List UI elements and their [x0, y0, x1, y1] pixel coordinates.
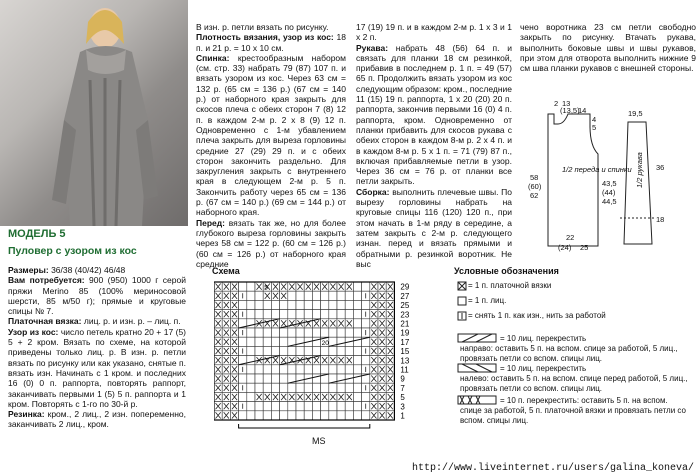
model-subtitle: Пуловер с узором из кос [8, 245, 137, 257]
chart-cell [304, 291, 312, 300]
chart-cell [255, 337, 263, 346]
dim-19-5: 19,5 [628, 109, 643, 118]
chart-cell [288, 383, 296, 392]
chart-cell [296, 411, 304, 420]
chart-cell [263, 365, 271, 374]
chart-cell [353, 291, 361, 300]
chart-cell [353, 392, 361, 401]
chart-cell [362, 319, 370, 328]
chart-cell [296, 300, 304, 309]
materials-text: 900 (950) 1000 г серой пряжи Merino 85 (100% мериносовой шерсти, 85 м/50 г); прямые и круговые спицы № 7. [8, 275, 186, 317]
chart-cell [362, 411, 370, 420]
chart-cell [247, 282, 255, 291]
chart-cell [255, 365, 263, 374]
chart-cell [337, 365, 345, 374]
chart-cell [321, 402, 329, 411]
dim-22: 22 [566, 233, 575, 242]
chart-cell [337, 374, 345, 383]
dim-44: (44) [602, 188, 616, 197]
chart-cell [353, 365, 361, 374]
rapport-bracket [239, 424, 370, 428]
dim-4: 4 [592, 115, 597, 124]
chart-cell [271, 365, 279, 374]
chart-cell [304, 365, 312, 374]
assembly-heading: Сборка: [356, 186, 390, 197]
chart-cell [255, 411, 263, 420]
chart-cell [329, 402, 337, 411]
row-number: 25 [400, 301, 410, 311]
chart-cell [353, 319, 361, 328]
chart-cell [239, 392, 247, 401]
chart-cell [329, 328, 337, 337]
row-number: 1 [400, 411, 405, 421]
chart-cell [312, 346, 320, 355]
legend-garter: = 1 п. платочной вязки [468, 281, 552, 290]
chart-cell [255, 346, 263, 355]
cable-chart [214, 280, 444, 436]
chart-cell [255, 310, 263, 319]
dim-60: (60) [528, 182, 542, 191]
chart-cell [337, 402, 345, 411]
legend-cross-right-a: = 10 лиц. перекрестить [500, 334, 587, 343]
chart-cell [296, 402, 304, 411]
chart-cell [312, 402, 320, 411]
chart-cell [345, 402, 353, 411]
legend-cross-left-b: налево: оставить 5 п. на вспом. спице перед работой, 5 лиц., провязать петли со вспом. спицы лиц. [460, 374, 688, 393]
row-number: 27 [400, 291, 410, 301]
chart-cell [255, 383, 263, 392]
sizes-heading: Размеры: [8, 265, 49, 275]
chart-cell [329, 310, 337, 319]
chart-cell [247, 365, 255, 374]
chart-cell [312, 365, 320, 374]
neck-continued: 17 (19) 19 п. и в каждом 2-м р. 1 х 3 и 1 х 2 п. [356, 22, 512, 43]
chart-cell [271, 411, 279, 420]
chart-cell [239, 282, 247, 291]
assembly-text: выполнить плечевые швы. По вырезу горловины набрать на круговые спицы 116 (120) 120 п., при этом начать в 1-м ряду в середине, а затем закрыть с 2-м р. следующего изнан. перед и вязать прямыми и обратными р. резинкой воротник. Не выс [356, 186, 512, 269]
garter-heading: Платочная вязка: [8, 316, 82, 327]
dim-24: (24) [558, 243, 572, 252]
row-number: 13 [400, 356, 410, 366]
legend-cross-right-b: направо: оставить 5 п. на вспом. спице за работой, 5 лиц., провязать петли со вспом. спицы лиц. [460, 344, 678, 363]
sleeve-text: набрать 48 (56) 64 п. и связать для планки 18 см резинкой, прибавив в последнем р. 1 п. = 49 (57) 65 п. Продолжить вязать узором из кос следующим образом: кром., последние 11 (15) 19 п. раппорта, 1 х 20 (20) 20 п. раппорта, закончив первыми 16 (0) 4 п. раппорта, кром. Одновременно от планки прибавить для скосов рукава с обеих сторон в каждом 8-м р. 2 х 4 п. и в каждом 8-м р. 5 х 1 п. = 71 (79) 87 п., включая прибавляемые петли в узор. Через 36 см = 76 р. от планки все петли закрыть. [356, 42, 512, 187]
chart-cell [247, 328, 255, 337]
chart-cell [255, 300, 263, 309]
chart-cell [345, 383, 353, 392]
chart-cell [304, 300, 312, 309]
chart-cell [321, 300, 329, 309]
materials-heading: Вам потребуется: [8, 275, 85, 286]
chart-cell [239, 300, 247, 309]
wrong-side-note: В изн. р. петли вязать по рисунку. [196, 22, 329, 32]
chart-cell [255, 402, 263, 411]
chart-cell [337, 383, 345, 392]
sleeve-label: 1/2 рукава [635, 152, 644, 188]
chart-cell [353, 402, 361, 411]
chart-cell [280, 328, 288, 337]
dim-58: 58 [530, 173, 539, 182]
chart-cell [255, 328, 263, 337]
chart-cell [239, 411, 247, 420]
legend-cross-left-a: = 10 лиц. перекрестить [500, 364, 587, 373]
chart-cell [263, 346, 271, 355]
dim-2: 2 [554, 99, 559, 108]
chart-cell [263, 337, 271, 346]
dim-62: 62 [530, 191, 539, 200]
row-number: 15 [400, 347, 410, 357]
dim-13-5: (13,5) [560, 106, 580, 115]
legend-slip: = снять 1 п. как изн., нить за работой [468, 311, 606, 320]
chart-cell [271, 383, 279, 392]
chart-cell [345, 411, 353, 420]
dim-43-5: 43,5 [602, 179, 617, 188]
chart-cell [280, 365, 288, 374]
chart-cell [329, 365, 337, 374]
chart-cell [312, 374, 320, 383]
chart-cell [362, 356, 370, 365]
chart-cell [247, 374, 255, 383]
chart-cell [353, 356, 361, 365]
chart-cell [345, 310, 353, 319]
chart-cell [288, 300, 296, 309]
chart-cell [353, 300, 361, 309]
chart-cell [321, 310, 329, 319]
chart-cell [271, 310, 279, 319]
chart-cell [312, 337, 320, 346]
chart-cell [329, 346, 337, 355]
chart-cell [288, 328, 296, 337]
chart-cell [329, 300, 337, 309]
chart-cell [304, 383, 312, 392]
chart-cell [312, 310, 320, 319]
chart-cell [329, 383, 337, 392]
chart-cell [337, 310, 345, 319]
chart-cell [239, 374, 247, 383]
garter-text: лиц. р. и изн. р. – лиц. п. [81, 316, 181, 327]
dim-25: 25 [580, 243, 589, 252]
chart-cell [362, 392, 370, 401]
woman-figure-image [50, 0, 170, 226]
dim-18: 18 [656, 215, 665, 224]
chart-cell [263, 310, 271, 319]
chart-cell [263, 411, 271, 420]
chart-cell [353, 411, 361, 420]
legend-cross-garter-b: спице за работой, 5 п. платочной вязки и провязать петли со вспом. спицы лиц. [460, 406, 686, 425]
chart-cell [353, 337, 361, 346]
chart-cell [271, 374, 279, 383]
stitch-count-label: 5 [264, 284, 268, 292]
dim-36: 36 [656, 163, 665, 172]
chart-cell [280, 310, 288, 319]
chart-cell [304, 328, 312, 337]
chart-cell [280, 300, 288, 309]
chart-cell [312, 411, 320, 420]
chart-cell [329, 411, 337, 420]
chart-cell [288, 411, 296, 420]
chart-cell [321, 328, 329, 337]
row-number: 21 [400, 319, 410, 329]
chart-cell [337, 328, 345, 337]
chart-cell [296, 383, 304, 392]
chart-cell [304, 411, 312, 420]
chart-cell [263, 328, 271, 337]
chart-cell [353, 383, 361, 392]
collar-text: чено воротника 23 см петли свободно закрыть по рисунку. Втачать рукава, выполнить боковые швы и швы рукавов, при этом для отворота выполнить нижние 9 см шва планки рукавов с внешней стороны. [520, 22, 696, 74]
chart-cell [255, 374, 263, 383]
chart-cell [296, 291, 304, 300]
chart-cell [247, 310, 255, 319]
chart-cell [263, 374, 271, 383]
chart-cell [312, 383, 320, 392]
chart-cell [271, 300, 279, 309]
chart-cell [345, 291, 353, 300]
front-text: вязать так же, но для более глубокого выреза горловины закрыть через 58 см = 122 р. (60 см = 126 р.) (60 см = 126 р.) от наборного края средние [196, 217, 346, 269]
collar-column [520, 22, 696, 73]
chart-cell [263, 383, 271, 392]
chart-cell [321, 383, 329, 392]
chart-cell [288, 402, 296, 411]
row-number: 29 [400, 282, 410, 292]
back-front-outline [548, 114, 598, 246]
chart-cell [263, 402, 271, 411]
cable-heading: Узор из кос: [8, 326, 59, 337]
chart-cell [345, 346, 353, 355]
chart-cell [288, 365, 296, 374]
back-heading: Спинка: [196, 52, 230, 63]
chart-cell [296, 346, 304, 355]
row-number: 7 [400, 383, 405, 393]
chart-cell [329, 291, 337, 300]
dim-13: 13 [562, 99, 571, 108]
chart-cell [304, 346, 312, 355]
model-photo [0, 0, 188, 226]
chart-cell [247, 402, 255, 411]
legend-title: Условные обозначения [454, 266, 559, 276]
chart-cell [312, 291, 320, 300]
gauge-heading: Плотность вязания, узор из кос: [196, 32, 334, 43]
pattern-diagrams [528, 94, 698, 262]
sleeve-heading: Рукава: [356, 42, 389, 53]
chart-cell [247, 383, 255, 392]
chart-cell [312, 328, 320, 337]
row-number: 5 [400, 393, 405, 403]
back-text: крестообразным набором (см. стр. 33) набрать 79 (87) 107 п. и вязать узором из кос. Через 63 см = 132 р. (65 см = 136 р.) (67 см = 140 р.) от наборного края закрыть для скосов плеча с обеих сторон 7 (8) 12 п. в каждом 2-м р. 2 х 8 (9) 12 п. Одновременно с 1-м убавлением плеча закрыть для выреза горловины средние 27 (29) 29 п. и с обеих сторон закончить раздельно. Для закругления закрыть с внутреннего края в следующем 2-м р. 5 п. Закончить работу через 65 см = 136 р. (67 см = 140 р.) (69 см = 144 р.) от наборного края. [196, 52, 346, 218]
chart-cell [271, 346, 279, 355]
source-url[interactable]: http://www.liveinternet.ru/users/galina_koneva/ [411, 463, 694, 474]
chart-cell [255, 291, 263, 300]
chart-cell [362, 282, 370, 291]
chart-cell [247, 319, 255, 328]
chart-cell [247, 291, 255, 300]
chart-cell [247, 392, 255, 401]
row-number: 3 [400, 402, 405, 412]
cable-text: число петель кратно 20 + 17 (5) 5 + 2 кром. Вязать по схеме, на которой приведены только лиц. р. В изн. р. петли вязать по рисунку или как указано, снятые п. вязать изн. Начинать с 1 кром. и последних 16 (0) 0 п. раппорта, повторять раппорт, заканчивать первыми 1 (5) 5 п. раппорта и 1 кром. Повторять с 1-го по 30-й р. [8, 326, 187, 409]
legend-cross-garter-a: = 10 п. перекрестить: оставить 5 п. на вспом. [500, 396, 668, 405]
dim-44-5: 44,5 [602, 197, 617, 206]
chart-cell [271, 337, 279, 346]
chart-cell [337, 291, 345, 300]
chart-cell [239, 337, 247, 346]
chart-cell [296, 374, 304, 383]
chart-cell [247, 356, 255, 365]
chart-cell [353, 310, 361, 319]
model-title: МОДЕЛЬ 5 [8, 228, 66, 240]
ms-label: MS [312, 436, 326, 446]
row-number: 11 [400, 365, 409, 375]
chart-cell [345, 328, 353, 337]
chart-cell [280, 374, 288, 383]
chart-cell [345, 300, 353, 309]
row-number: 17 [400, 337, 410, 347]
chart-cell [280, 383, 288, 392]
sizes-text: 36/38 (40/42) 46/48 [48, 265, 126, 275]
chart-cell [345, 365, 353, 374]
gauge-text: 18 п. и 21 р. = 10 х 10 см. [196, 32, 347, 53]
dim-5: 5 [592, 123, 597, 132]
chart-cell [296, 365, 304, 374]
chart-cell [321, 346, 329, 355]
chart-cell [271, 328, 279, 337]
back-front-label: 1/2 переда и спинки [562, 165, 632, 174]
chart-cell [280, 402, 288, 411]
chart-cell [362, 300, 370, 309]
legend-knit: = 1 п. лиц. [468, 296, 507, 305]
chart-cell [288, 291, 296, 300]
chart-cell [247, 346, 255, 355]
chart-cell [296, 310, 304, 319]
chart-cell [353, 282, 361, 291]
chart-cell [337, 337, 345, 346]
chart-cell [321, 365, 329, 374]
chart-cell [280, 346, 288, 355]
chart-cell [337, 300, 345, 309]
chart-cell [312, 300, 320, 309]
chart-cell [353, 374, 361, 383]
chart-cell [280, 411, 288, 420]
stitch-count-label: 20 [321, 339, 329, 347]
row-number: 19 [400, 328, 410, 338]
chart-cell [337, 346, 345, 355]
chart-cell [321, 291, 329, 300]
chart-cell [304, 310, 312, 319]
schema-title: Схема [212, 266, 240, 276]
chart-cell [296, 337, 304, 346]
sleeves-column [356, 22, 512, 269]
row-number: 23 [400, 310, 410, 320]
chart-cell [353, 328, 361, 337]
front-heading: Перед: [196, 217, 225, 228]
chart-cell [288, 310, 296, 319]
chart-cell [304, 402, 312, 411]
chart-cell [263, 300, 271, 309]
chart-cell [353, 346, 361, 355]
chart-cell [247, 337, 255, 346]
chart-cell [271, 402, 279, 411]
chart-cell [280, 337, 288, 346]
chart-cell [321, 411, 329, 420]
dim-14: 14 [578, 106, 587, 115]
back-front-column [196, 22, 346, 269]
chart-cell [247, 300, 255, 309]
sizes-materials-column [8, 265, 186, 430]
chart-cell [337, 411, 345, 420]
row-number: 9 [400, 374, 405, 384]
rib-heading: Резинка: [8, 409, 45, 420]
rib-text: кром., 2 лиц., 2 изн. попеременно, заканчивать 2 лиц., кром. [8, 409, 186, 430]
chart-cell [288, 346, 296, 355]
chart-cell [247, 411, 255, 420]
chart-cell [296, 328, 304, 337]
